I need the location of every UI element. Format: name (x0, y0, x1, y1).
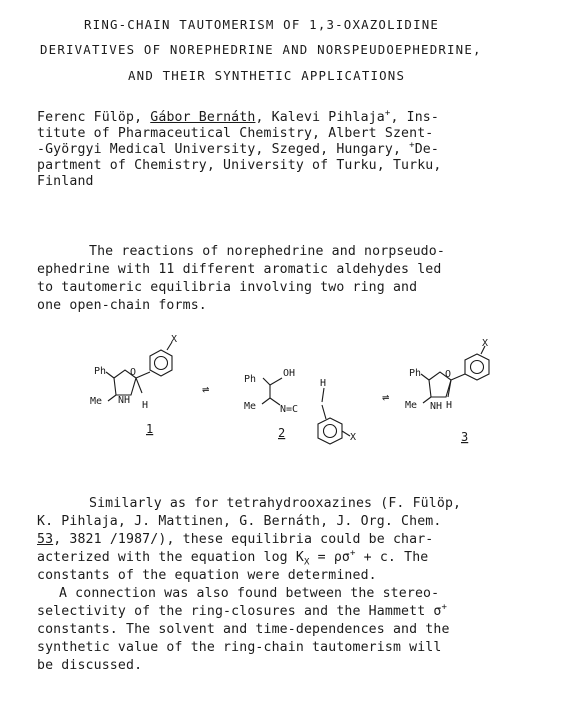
compound-1-oxygen-label: O (130, 367, 137, 378)
compound-1-number: 1 (146, 422, 154, 436)
abstract-2-line-3 (37, 532, 433, 548)
hammett-superscript: + (441, 602, 448, 613)
compound-3-nh-label: NH (430, 401, 443, 412)
abstract-2-line-6: A connection was also found between the stereo- (59, 586, 440, 601)
compound-2-hydroxyl-label: OH (283, 368, 296, 379)
compound-1-phenyl-label: Ph (94, 366, 107, 377)
abstract-1-line-2: ephedrine with 11 different aromatic aldehydes led (37, 262, 442, 277)
compound-1-h-label: H (142, 400, 149, 411)
compound-2-imine-label: N=C (280, 404, 299, 415)
abstract-2-line-3-text: , 3821 /1987/), these equilibria could be char- (53, 532, 434, 547)
compound-1-x-label: X (171, 334, 178, 345)
authors-line-2: titute of Pharmaceutical Chemistry, Albert Szent- (37, 126, 434, 141)
affiliation-mark: + (384, 108, 391, 119)
abstract-1-line-4: one open-chain forms. (37, 298, 207, 313)
abstract-2-line-7 (37, 604, 447, 620)
journal-volume: 53 (37, 532, 54, 547)
abstract-1-line-1: The reactions of norephedrine and norpseudo- (89, 244, 445, 259)
compound-2-structure (262, 378, 350, 444)
authors-line-5: Finland (37, 174, 94, 189)
abstract-2-line-5: constants of the equation were determined. (37, 568, 377, 583)
compound-3-phenyl-label: Ph (409, 368, 422, 379)
compound-1-nh-label: NH (118, 395, 131, 406)
abstract-1-line-3: to tautomeric equilibria involving two ring and (37, 280, 418, 295)
abstract-2-line-4 (37, 550, 428, 566)
compound-1-structure (106, 342, 172, 401)
abstract-2-line-10: be discussed. (37, 658, 143, 673)
compound-2-number: 2 (278, 426, 286, 440)
compound-2-methyl-label: Me (244, 401, 257, 412)
compound-1-methyl-label: Me (90, 396, 103, 407)
compound-3-structure (421, 346, 489, 403)
equation-rho-sigma: = ρσ (309, 550, 350, 565)
abstract-2-line-1: Similarly as for tetrahydrooxazines (F. Fülöp, (89, 496, 462, 511)
authors-line-3-end: De- (414, 142, 439, 157)
equation-subscript: X (303, 557, 310, 568)
title-line-3: AND THEIR SYNTHETIC APPLICATIONS (128, 68, 406, 83)
equation-superscript: + (350, 548, 356, 559)
authors-line-1-end: , Ins- (390, 110, 439, 125)
compound-3-methyl-label: Me (405, 400, 418, 411)
equilibrium-arrow-2: ⇌ (382, 390, 390, 404)
affiliation-mark-2: + (409, 140, 415, 151)
title-line-1: RING-CHAIN TAUTOMERISM OF 1,3-OXAZOLIDINE (84, 17, 440, 32)
abstract-2-line-8: constants. The solvent and time-dependences and the (37, 622, 450, 637)
compound-3-oxygen-label: O (445, 369, 452, 380)
equation-tail: + c. The (355, 550, 429, 565)
author-pihlaja: , Kalevi Pihlaja (255, 110, 385, 125)
compound-2-phenyl-label: Ph (244, 374, 257, 385)
authors-line-4: partment of Chemistry, University of Turku, Turku, (37, 158, 442, 173)
title-line-2: DERIVATIVES OF NOREPHEDRINE AND NORSPEUDOEPHEDRINE, (40, 42, 482, 57)
abstract-2-line-2: K. Pihlaja, J. Mattinen, G. Bernáth, J. Org. Chem. (37, 514, 442, 529)
authors-line-3-text: -Györgyi Medical University, Szeged, Hungary, (37, 142, 410, 157)
compound-3-x-label: X (482, 338, 489, 349)
author-fulop: Ferenc Fülöp, (37, 110, 151, 125)
compound-2-x-label: X (350, 432, 357, 443)
equilibrium-arrow-1: ⇌ (202, 382, 210, 396)
compound-2-h-label: H (320, 378, 327, 389)
compound-3-number: 3 (461, 430, 469, 444)
author-bernath-presenter: Gábor Bernáth (150, 110, 256, 125)
hammett-text: selectivity of the ring-closures and the Hammett σ (37, 604, 442, 619)
compound-3-h-label: H (446, 400, 453, 411)
equation-lead: acterized with the equation log K (37, 550, 304, 565)
abstract-2-line-9: synthetic value of the ring-chain tautomerism will (37, 640, 442, 655)
